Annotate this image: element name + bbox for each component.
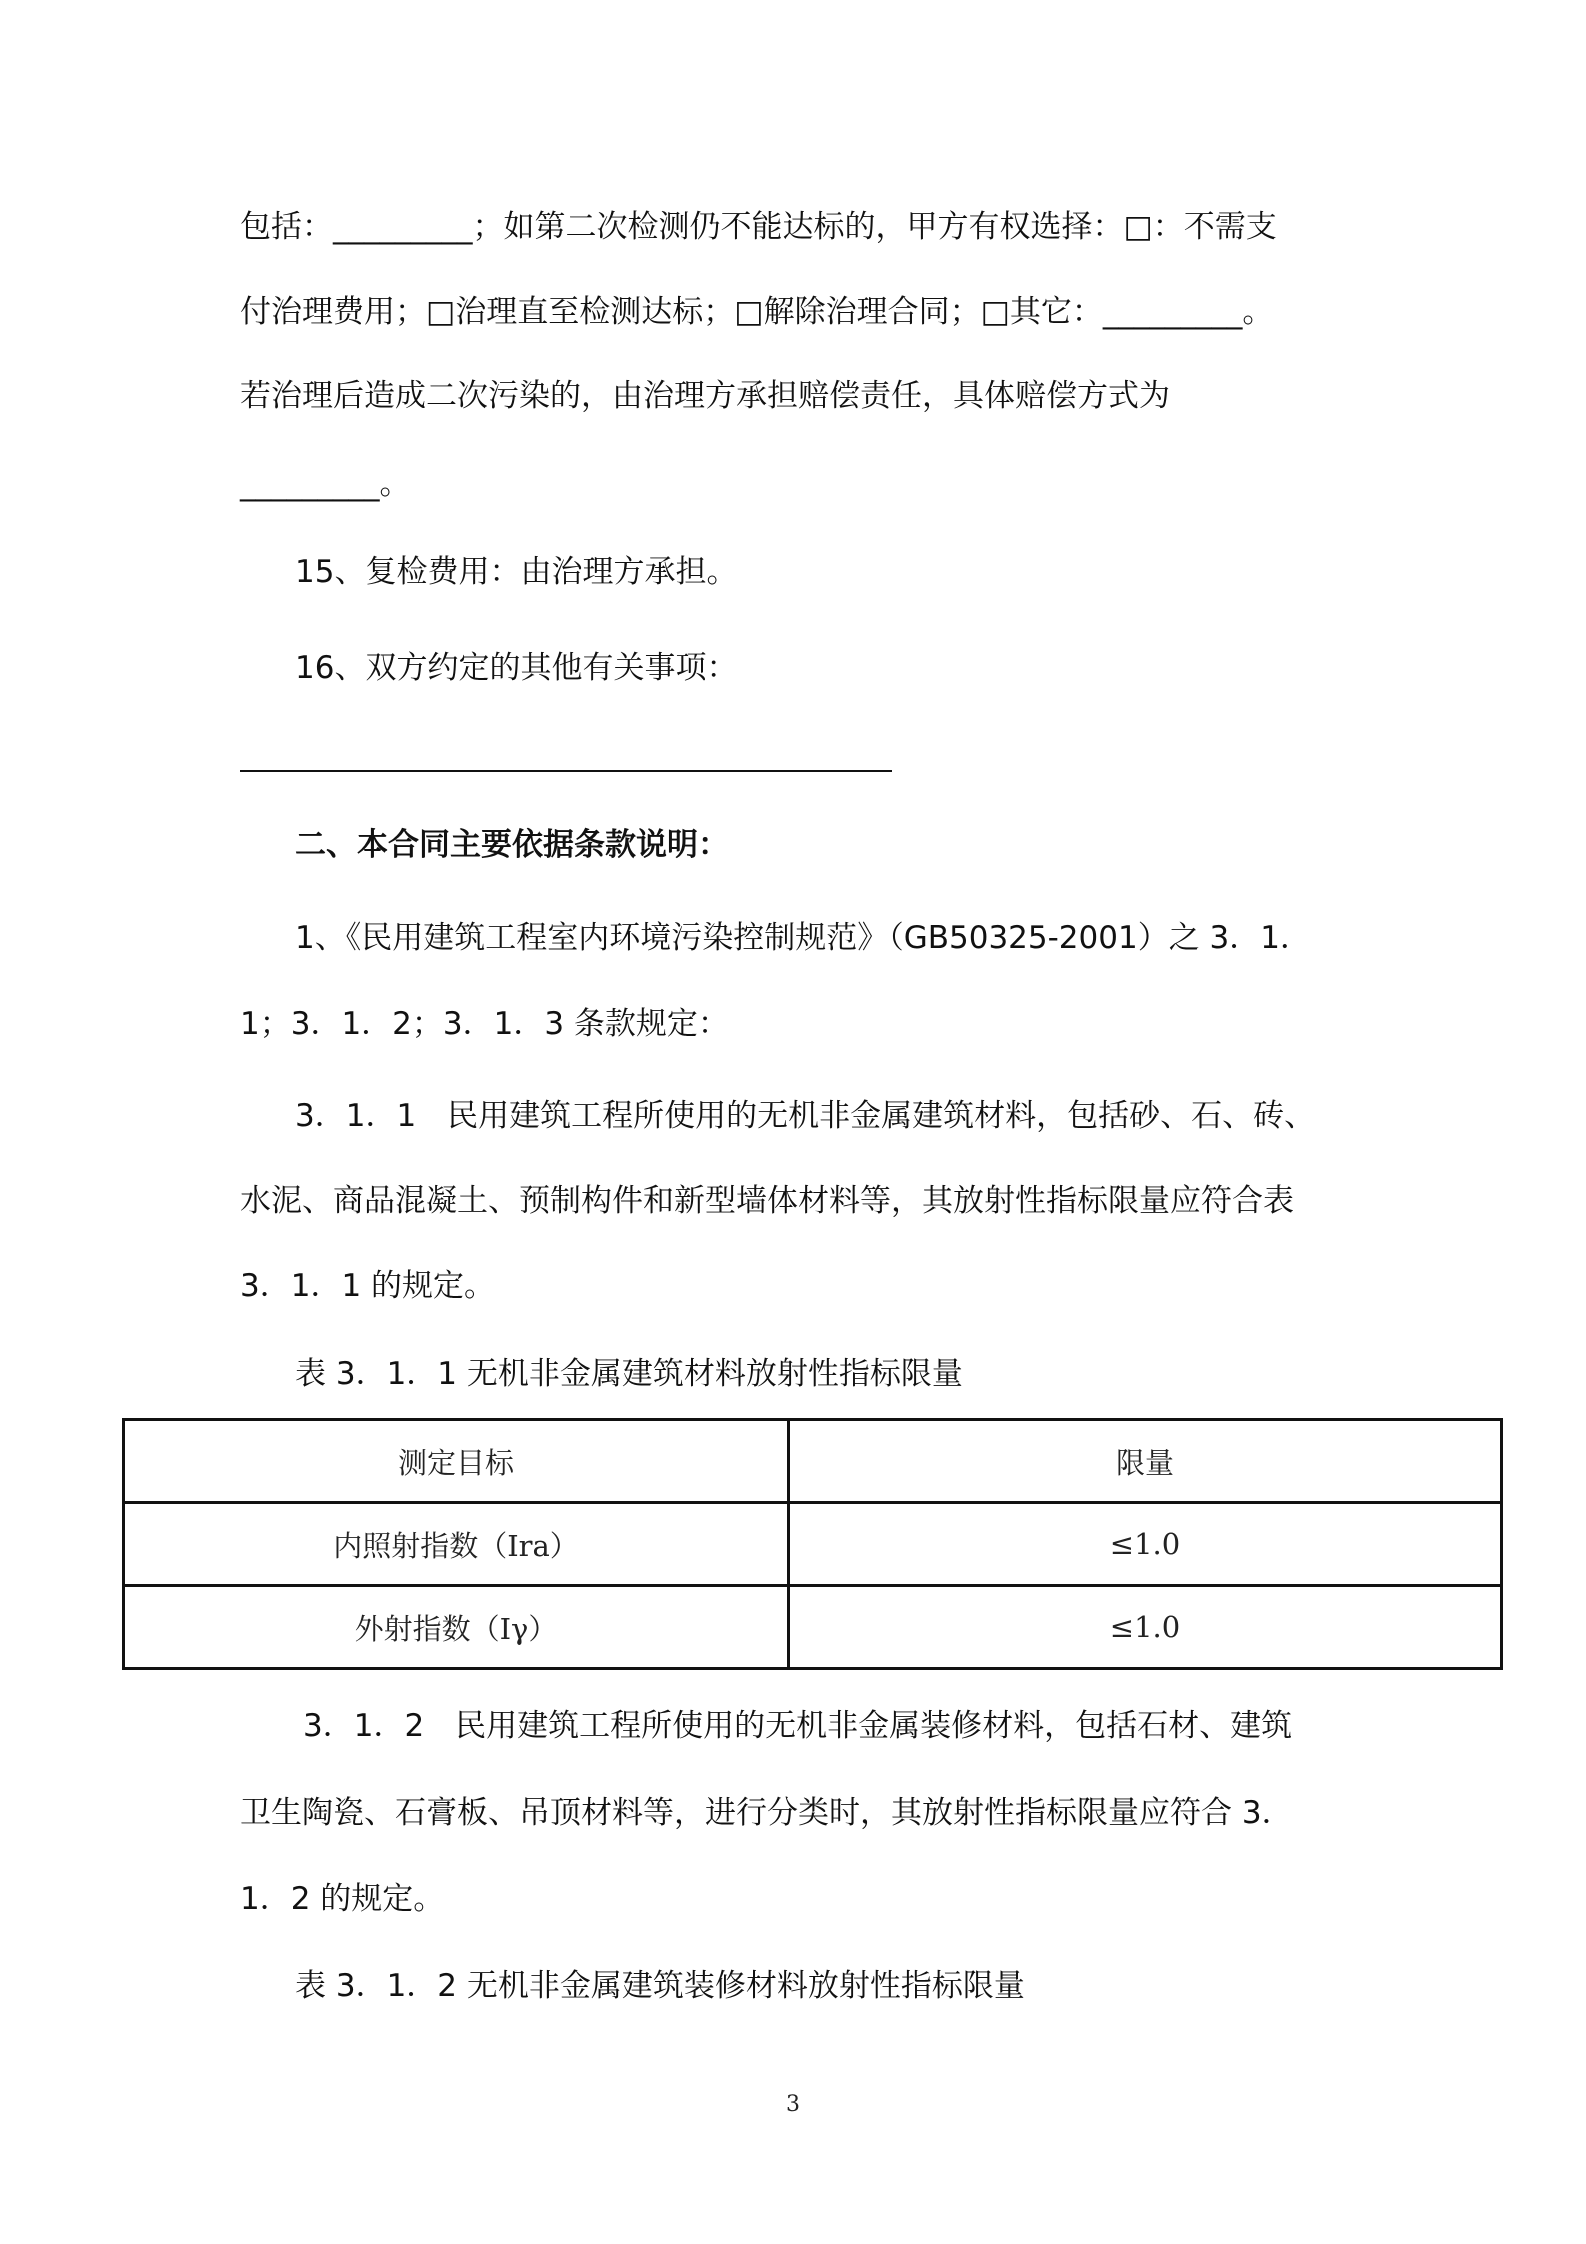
- table-row: [124, 1586, 1502, 1669]
- table-row: [124, 1503, 1502, 1586]
- blank-fill-line: [240, 770, 892, 772]
- paragraph-line: 卫生陶瓷、石膏板、吊顶材料等，进行分类时，其放射性指标限量应符合 3．: [240, 1795, 1293, 1831]
- paragraph-line: _________。: [240, 466, 411, 502]
- paragraph-line: 3．1．1 的规定。: [240, 1268, 496, 1304]
- table-caption: 表 3．1．2 无机非金属建筑装修材料放射性指标限量: [295, 1968, 1025, 2004]
- paragraph-line: 付治理费用；□治理直至检测达标；□解除治理合同；□其它：_________。: [240, 294, 1274, 330]
- clause-16: 16、双方约定的其他有关事项：: [295, 650, 738, 686]
- table-header-cell: 测定目标: [124, 1420, 789, 1503]
- table-header-row: [124, 1420, 1502, 1503]
- table-caption: 表 3．1．1 无机非金属建筑材料放射性指标限量: [295, 1356, 963, 1392]
- paragraph-line: 3．1．1 民用建筑工程所使用的无机非金属建筑材料，包括砂、石、砖、: [295, 1098, 1316, 1134]
- radioactivity-limit-table: [122, 1418, 1503, 1670]
- paragraph-line: 包括：_________；如第二次检测仍不能达标的，甲方有权选择：□：不需支: [240, 209, 1277, 245]
- page-number: 3: [786, 2092, 800, 2117]
- section-heading: 二、本合同主要依据条款说明：: [295, 827, 729, 863]
- table-header-cell: 限量: [789, 1420, 1502, 1503]
- paragraph-line: 1、《民用建筑工程室内环境污染控制规范》（GB50325-2001）之 3．1．: [295, 920, 1312, 956]
- paragraph-line: 水泥、商品混凝土、预制构件和新型墙体材料等，其放射性指标限量应符合表: [240, 1183, 1294, 1219]
- table-cell: 内照射指数（Ira）: [124, 1503, 789, 1586]
- clause-15: 15、复检费用：由治理方承担。: [295, 554, 738, 590]
- table-cell: ≤1.0: [789, 1586, 1502, 1669]
- paragraph-line: 1．2 的规定。: [240, 1881, 445, 1917]
- table-cell: ≤1.0: [789, 1503, 1502, 1586]
- paragraph-line: 3．1．2 民用建筑工程所使用的无机非金属装修材料，包括石材、建筑: [303, 1708, 1293, 1744]
- table-cell: 外射指数（Iγ）: [124, 1586, 789, 1669]
- paragraph-line: 1；3．1．2；3．1．3 条款规定：: [240, 1006, 729, 1042]
- paragraph-line: 若治理后造成二次污染的，由治理方承担赔偿责任，具体赔偿方式为: [240, 378, 1170, 414]
